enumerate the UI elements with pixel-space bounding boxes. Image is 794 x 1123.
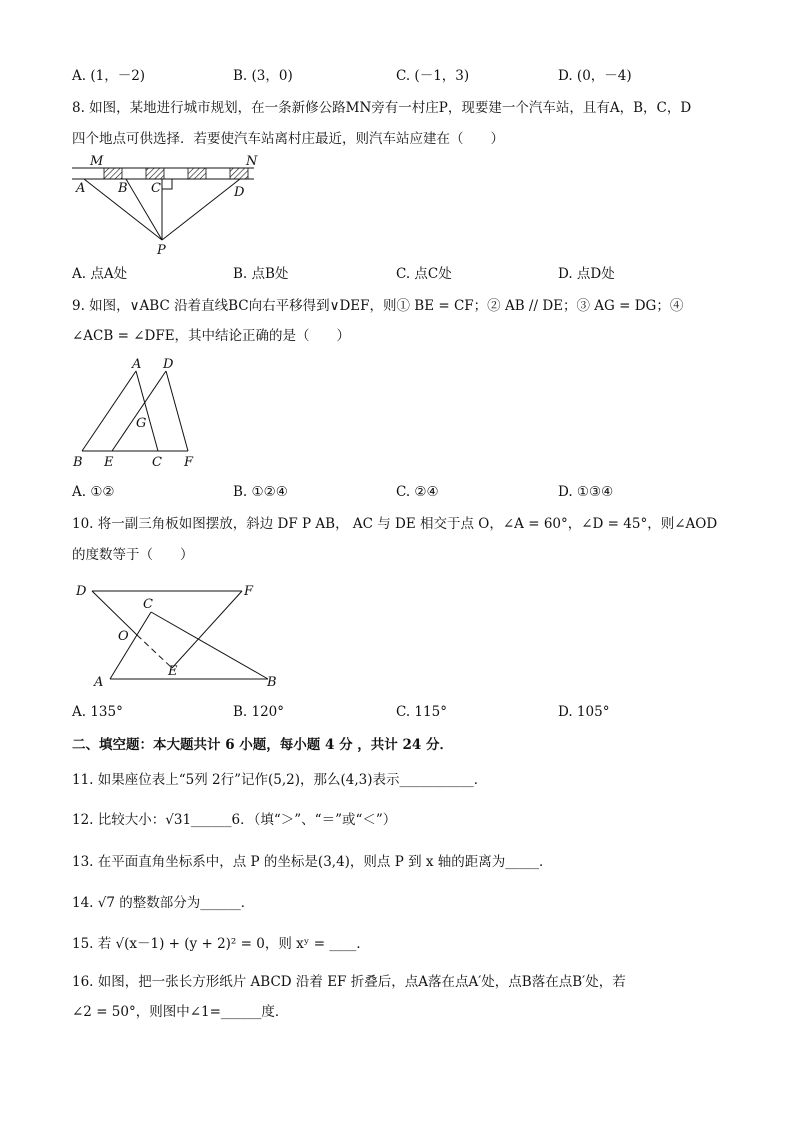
q9-option-a: A. ①② xyxy=(72,484,115,500)
q8-stem-line1: 8. 如图，某地进行城市规划，在一条新修公路MN旁有一村庄P，现要建一个汽车站，且有A，B，C，D xyxy=(72,100,692,116)
q10-label-f: F xyxy=(244,584,254,599)
q9-stem-line1: 9. 如图，∨ABC 沿着直线BC向右平移得到∨DEF，则① BE = CF；② AB // DE；③ AG = DG；④ xyxy=(72,298,684,314)
q8-option-c: C. 点C处 xyxy=(396,266,452,282)
q8-right-angle-mark xyxy=(162,179,172,189)
q10-label-b: B xyxy=(267,675,277,690)
q9-label-e: E xyxy=(104,455,114,470)
q16-stem-line1: 16. 如图，把一张长方形纸片 ABCD 沿着 EF 折叠后，点A落在点A′处，点B落在点B′处，若 xyxy=(72,974,626,990)
q10-option-b: B. 120° xyxy=(233,704,285,720)
q10-stem-line2: 的度数等于（ ） xyxy=(72,547,194,563)
q7-option-a: A. (1，－2) xyxy=(72,68,146,84)
q9-label-c: C xyxy=(152,455,162,470)
q8-option-a: A. 点A处 xyxy=(72,266,128,282)
q8-stem-line2: 四个地点可供选择．若要使汽车站离村庄最近，则汽车站应建在（ ） xyxy=(72,131,504,147)
q14-stem: 14. √7 的整数部分为______． xyxy=(72,895,255,911)
q9-label-d: D xyxy=(163,357,174,372)
q8-hatch-1 xyxy=(104,168,122,179)
q10-option-c: C. 115° xyxy=(396,704,447,720)
q10-label-d: D xyxy=(76,584,87,599)
q10-label-a: A xyxy=(94,675,104,690)
section2-title: 二、填空题：本大题共计 6 小题，每小题 4 分 ，共计 24 分． xyxy=(72,737,453,753)
q9-option-b: B. ①②④ xyxy=(233,484,288,500)
q8-label-b: B xyxy=(118,181,128,196)
q9-option-d: D. ①③④ xyxy=(558,484,614,500)
q10-option-d: D. 105° xyxy=(558,704,610,720)
q9-option-c: C. ②④ xyxy=(396,484,439,500)
q8-label-p: P xyxy=(157,243,166,258)
q10-figure xyxy=(70,575,290,695)
q10-label-c: C xyxy=(143,597,153,612)
q9-side-ab xyxy=(82,371,136,451)
q8-option-b: B. 点B处 xyxy=(233,266,289,282)
q10-label-o: O xyxy=(118,629,129,644)
q10-segment-oe-dashed xyxy=(137,635,172,668)
q8-label-c: C xyxy=(151,181,161,196)
q10-label-e: E xyxy=(168,664,178,679)
q10-side-ac xyxy=(110,612,151,679)
q10-segment-do xyxy=(92,591,137,635)
q15-stem: 15. 若 √(x－1) + (y + 2)² = 0，则 xʸ = ____． xyxy=(72,936,370,952)
q7-option-c: C. (－1，3) xyxy=(396,68,470,84)
q9-label-b: B xyxy=(73,455,83,470)
q7-option-b: B. (3，0) xyxy=(233,68,293,84)
q8-hatch-3 xyxy=(188,168,206,179)
q8-option-d: D. 点D处 xyxy=(558,266,615,282)
q10-option-a: A. 135° xyxy=(72,704,123,720)
q16-stem-line2: ∠2 = 50°，则图中∠1=______度． xyxy=(72,1004,289,1020)
q9-stem-line2: ∠ACB = ∠DFE，其中结论正确的是（ ） xyxy=(72,328,351,344)
q7-option-d: D. (0，－4) xyxy=(558,68,632,84)
q8-hatch-2 xyxy=(146,168,164,179)
q9-label-a: A xyxy=(132,357,142,372)
q9-figure xyxy=(70,355,210,470)
q11-stem: 11. 如果座位表上“5列 2行”记作(5,2)，那么(4,3)表示___________． xyxy=(72,772,488,788)
q9-label-g: G xyxy=(136,416,147,431)
q8-label-n: N xyxy=(246,154,258,169)
q12-stem: 12. 比较大小：√31______6．（填“＞”、“＝”或“＜”） xyxy=(72,812,397,828)
q8-label-m: M xyxy=(90,154,104,169)
q8-figure xyxy=(70,150,270,260)
q8-hatch-4 xyxy=(230,168,248,179)
q9-side-df xyxy=(166,371,188,451)
q8-segment-pd xyxy=(162,179,240,240)
q13-stem: 13. 在平面直角坐标系中，点 P 的坐标是(3,4)，则点 P 到 x 轴的距离为_____． xyxy=(72,854,553,870)
q8-label-a: A xyxy=(76,181,86,196)
q8-label-d: D xyxy=(234,185,245,200)
q10-stem-line1: 10. 将一副三角板如图摆放，斜边 DF P AB， AC 与 DE 相交于点 O，∠A = 60°，∠D = 45°，则∠AOD xyxy=(72,516,718,532)
q9-label-f: F xyxy=(184,455,194,470)
